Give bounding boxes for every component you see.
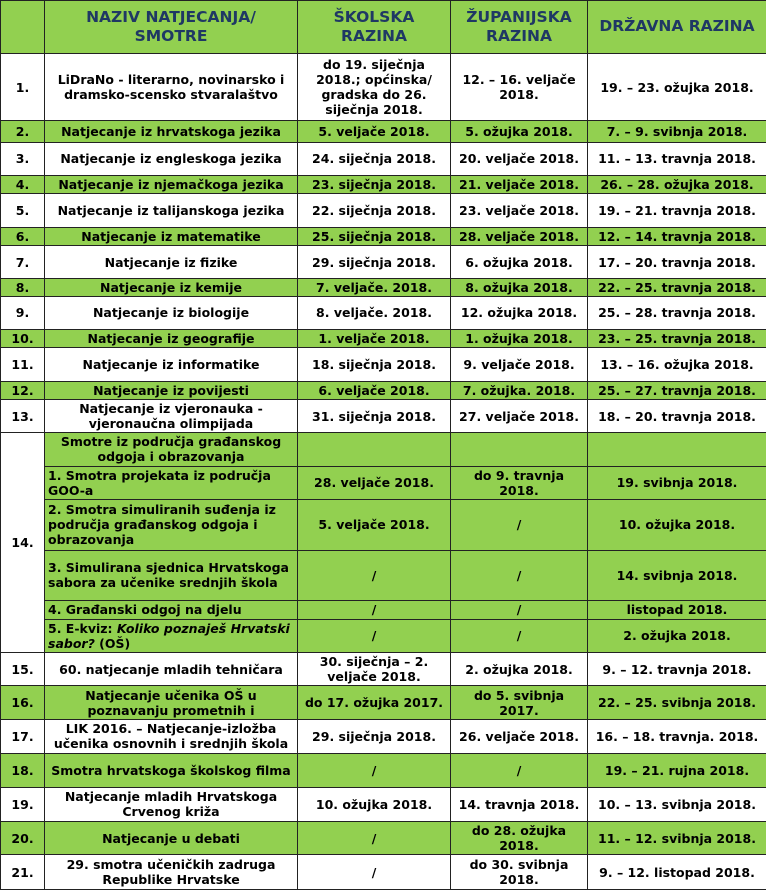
county-level-date: do 9. travnja 2018. xyxy=(451,466,588,499)
competition-name: Smotra hrvatskoga školskog filma xyxy=(45,754,298,787)
competition-name: 60. natjecanje mladih tehničara xyxy=(45,652,298,685)
state-level-date: 9. – 12. listopad 2018. xyxy=(588,855,766,890)
county-level-date: do 28. ožujka 2018. xyxy=(451,821,588,854)
competition-name: Natjecanje iz povijesti xyxy=(45,381,298,399)
county-level-date: 8. ožujka 2018. xyxy=(451,279,588,296)
table-row xyxy=(1,245,766,278)
school-level-date: / xyxy=(298,601,451,619)
county-level-date: 27. veljače 2018. xyxy=(451,399,588,432)
county-level-date: 26. veljače 2018. xyxy=(451,719,588,753)
county-level-date: do 30. svibnja 2018. xyxy=(451,855,588,890)
state-level-date: 10. ožujka 2018. xyxy=(588,500,766,551)
table-row xyxy=(1,433,766,466)
row-number: 14. xyxy=(1,433,45,653)
competition-name: Natjecanje iz fizike xyxy=(45,245,298,278)
state-level-date: 13. – 16. ožujka 2018. xyxy=(588,348,766,381)
county-level-date: 21. veljače 2018. xyxy=(451,176,588,194)
competition-name: Natjecanje iz talijanskoga jezika xyxy=(45,194,298,227)
county-level-date: 14. travnja 2018. xyxy=(451,787,588,821)
header-state-level: DRŽAVNA RAZINA xyxy=(588,1,766,54)
table-row xyxy=(1,296,766,329)
county-level-date xyxy=(451,433,588,466)
table-row xyxy=(1,787,766,821)
state-level-date: 10. – 13. svibnja 2018. xyxy=(588,787,766,821)
row-number: 11. xyxy=(1,348,45,381)
state-level-date: 22. – 25. travnja 2018. xyxy=(588,279,766,296)
table-row xyxy=(1,176,766,194)
competition-name: Natjecanje iz njemačkoga jezika xyxy=(45,176,298,194)
competition-name: Natjecanje iz vjeronauka - vjeronaučna olimpijada xyxy=(45,399,298,432)
school-level-date: 25. siječnja 2018. xyxy=(298,227,451,245)
county-level-date: / xyxy=(451,550,588,601)
competition-name: LIK 2016. – Natjecanje-izložba učenika osnovnih i srednjih škola xyxy=(45,719,298,753)
table-row xyxy=(1,348,766,381)
state-level-date: 11. – 12. svibnja 2018. xyxy=(588,821,766,854)
row-number: 9. xyxy=(1,296,45,329)
row-number: 3. xyxy=(1,142,45,175)
county-level-date: do 5. svibnja 2017. xyxy=(451,686,588,719)
table-row xyxy=(1,329,766,347)
state-level-date: 19. svibnja 2018. xyxy=(588,466,766,499)
county-level-date: / xyxy=(451,754,588,787)
row-number: 8. xyxy=(1,279,45,296)
school-level-date: 29. siječnja 2018. xyxy=(298,719,451,753)
state-level-date: 22. – 25. svibnja 2018. xyxy=(588,686,766,719)
row-number: 7. xyxy=(1,245,45,278)
ekviz-suffix: (OŠ) xyxy=(94,635,131,651)
table-row xyxy=(1,550,766,601)
school-level-date: 5. veljače 2018. xyxy=(298,121,451,142)
ekviz-prefix: 5. E-kviz: xyxy=(48,620,117,636)
row-number: 1. xyxy=(1,53,45,121)
county-level-date: / xyxy=(451,619,588,652)
row-number: 16. xyxy=(1,686,45,719)
county-level-date: 2. ožujka 2018. xyxy=(451,652,588,685)
competition-name: Natjecanje iz biologije xyxy=(45,296,298,329)
header-name: NAZIV NATJECANJA/ SMOTRE xyxy=(45,1,298,54)
table-row xyxy=(1,754,766,787)
row-number: 20. xyxy=(1,821,45,854)
county-level-date: 12. – 16. veljače 2018. xyxy=(451,53,588,121)
table-row xyxy=(1,381,766,399)
state-level-date: 26. – 28. ožujka 2018. xyxy=(588,176,766,194)
school-level-date: do 19. siječnja 2018.; općinska/ gradska do 26. siječnja 2018. xyxy=(298,53,451,121)
competition-name: 4. Građanski odgoj na djelu xyxy=(45,601,298,619)
county-level-date: 9. veljače 2018. xyxy=(451,348,588,381)
row-number: 2. xyxy=(1,121,45,142)
school-level-date: / xyxy=(298,821,451,854)
school-level-date: / xyxy=(298,550,451,601)
row-number: 21. xyxy=(1,855,45,890)
row-number: 17. xyxy=(1,719,45,753)
county-level-date: 6. ožujka 2018. xyxy=(451,245,588,278)
county-level-date: 5. ožujka 2018. xyxy=(451,121,588,142)
county-level-date: 7. ožujka. 2018. xyxy=(451,381,588,399)
state-level-date: 11. – 13. travnja 2018. xyxy=(588,142,766,175)
school-level-date: 8. veljače. 2018. xyxy=(298,296,451,329)
county-level-date: 28. veljače 2018. xyxy=(451,227,588,245)
school-level-date: 30. siječnja – 2. veljače 2018. xyxy=(298,652,451,685)
row-number: 4. xyxy=(1,176,45,194)
row-number: 6. xyxy=(1,227,45,245)
table-row xyxy=(1,719,766,753)
school-level-date: 1. veljače 2018. xyxy=(298,329,451,347)
table-row xyxy=(1,821,766,854)
state-level-date: 16. – 18. travnja. 2018. xyxy=(588,719,766,753)
county-level-date: / xyxy=(451,601,588,619)
competition-name: LiDraNo - literarno, novinarsko i dramsko-scensko stvaralaštvo xyxy=(45,53,298,121)
header-number xyxy=(1,1,45,54)
county-level-date: 1. ožujka 2018. xyxy=(451,329,588,347)
state-level-date: 7. – 9. svibnja 2018. xyxy=(588,121,766,142)
competition-name: 29. smotra učeničkih zadruga Republike Hrvatske xyxy=(45,855,298,890)
school-level-date: 6. veljače 2018. xyxy=(298,381,451,399)
state-level-date: 9. – 12. travnja 2018. xyxy=(588,652,766,685)
table-row xyxy=(1,399,766,432)
competition-name: Natjecanje u debati xyxy=(45,821,298,854)
competition-name: 1. Smotra projekata iz područja GOO-a xyxy=(45,466,298,499)
school-level-date: 29. siječnja 2018. xyxy=(298,245,451,278)
school-level-date: 24. siječnja 2018. xyxy=(298,142,451,175)
table-row xyxy=(1,194,766,227)
county-level-date: 20. veljače 2018. xyxy=(451,142,588,175)
school-level-date: do 17. ožujka 2017. xyxy=(298,686,451,719)
table-row xyxy=(1,466,766,499)
county-level-date: 23. veljače 2018. xyxy=(451,194,588,227)
competition-name: Natjecanje iz informatike xyxy=(45,348,298,381)
school-level-date: 28. veljače 2018. xyxy=(298,466,451,499)
competition-name: Natjecanje iz matematike xyxy=(45,227,298,245)
school-level-date: / xyxy=(298,619,451,652)
school-level-date: 22. siječnja 2018. xyxy=(298,194,451,227)
state-level-date: 19. – 23. ožujka 2018. xyxy=(588,53,766,121)
state-level-date: 25. – 27. travnja 2018. xyxy=(588,381,766,399)
school-level-date xyxy=(298,433,451,466)
table-row xyxy=(1,53,766,121)
table-row xyxy=(1,279,766,296)
school-level-date: 18. siječnja 2018. xyxy=(298,348,451,381)
county-level-date: 12. ožujka 2018. xyxy=(451,296,588,329)
school-level-date: 7. veljače. 2018. xyxy=(298,279,451,296)
state-level-date: 18. – 20. travnja 2018. xyxy=(588,399,766,432)
competition-name: Natjecanje mladih Hrvatskoga Crvenog križa xyxy=(45,787,298,821)
row-number: 18. xyxy=(1,754,45,787)
table-row xyxy=(1,601,766,619)
header-row xyxy=(1,1,766,54)
row-number: 12. xyxy=(1,381,45,399)
table-row xyxy=(1,686,766,719)
competition-name: Smotre iz područja građanskog odgoja i obrazovanja xyxy=(45,433,298,466)
header-county-level: ŽUPANIJSKA RAZINA xyxy=(451,1,588,54)
state-level-date: 19. – 21. travnja 2018. xyxy=(588,194,766,227)
state-level-date: 12. – 14. travnja 2018. xyxy=(588,227,766,245)
state-level-date: 17. – 20. travnja 2018. xyxy=(588,245,766,278)
header-school-level: ŠKOLSKA RAZINA xyxy=(298,1,451,54)
ekviz-title: Koliko poznaješ Hrvatski sabor? xyxy=(48,620,290,651)
competition-name xyxy=(45,619,298,652)
row-number: 10. xyxy=(1,329,45,347)
competition-name: Natjecanje iz kemije xyxy=(45,279,298,296)
competition-name: Natjecanje iz engleskoga jezika xyxy=(45,142,298,175)
row-number: 15. xyxy=(1,652,45,685)
state-level-date: 25. – 28. travnja 2018. xyxy=(588,296,766,329)
table-row xyxy=(1,619,766,652)
competition-name: Natjecanje iz hrvatskoga jezika xyxy=(45,121,298,142)
competition-name: Natjecanje iz geografije xyxy=(45,329,298,347)
school-level-date: 23. siječnja 2018. xyxy=(298,176,451,194)
row-number: 5. xyxy=(1,194,45,227)
table-row xyxy=(1,500,766,551)
table-row xyxy=(1,652,766,685)
state-level-date: 14. svibnja 2018. xyxy=(588,550,766,601)
table-row xyxy=(1,142,766,175)
school-level-date: 5. veljače 2018. xyxy=(298,500,451,551)
school-level-date: 10. ožujka 2018. xyxy=(298,787,451,821)
state-level-date: 23. – 25. travnja 2018. xyxy=(588,329,766,347)
state-level-date: 2. ožujka 2018. xyxy=(588,619,766,652)
row-number: 13. xyxy=(1,399,45,432)
state-level-date: 19. – 21. rujna 2018. xyxy=(588,754,766,787)
competition-name: 2. Smotra simuliranih suđenja iz područja građanskog odgoja i obrazovanja xyxy=(45,500,298,551)
table-row xyxy=(1,227,766,245)
school-level-date: 31. siječnja 2018. xyxy=(298,399,451,432)
table-row xyxy=(1,855,766,890)
competition-name: Natjecanje učenika OŠ u poznavanju prometnih i xyxy=(45,686,298,719)
school-level-date: / xyxy=(298,855,451,890)
table-row xyxy=(1,121,766,142)
state-level-date: listopad 2018. xyxy=(588,601,766,619)
county-level-date: / xyxy=(451,500,588,551)
competition-name: 3. Simulirana sjednica Hrvatskoga sabora za učenike srednjih škola xyxy=(45,550,298,601)
school-level-date: / xyxy=(298,754,451,787)
state-level-date xyxy=(588,433,766,466)
row-number: 19. xyxy=(1,787,45,821)
